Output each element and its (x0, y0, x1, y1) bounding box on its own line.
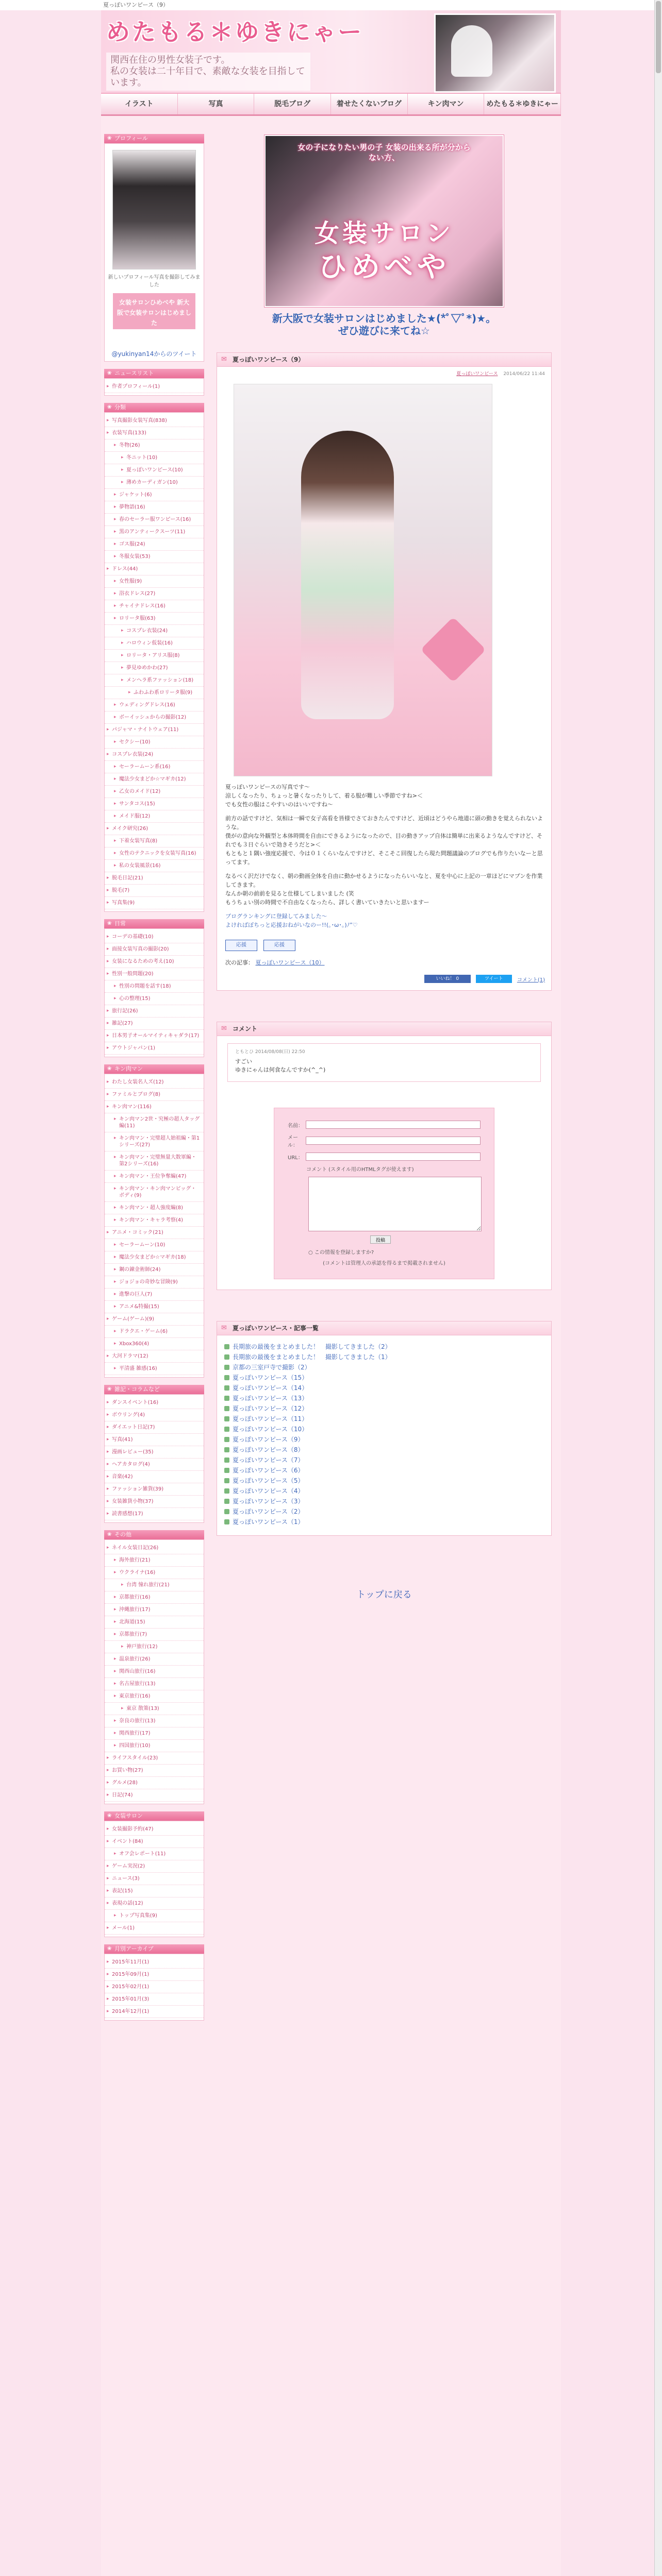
sidebar-item[interactable]: ▸ アニメ&特撮(15) (105, 1301, 204, 1313)
sidebar-item[interactable]: ▸ 心の整理(15) (105, 993, 204, 1005)
sidebar-item[interactable]: ▸ 魔法少女まどか☆マギカ(12) (105, 773, 204, 786)
sidebar-item[interactable]: ▸ キン肉マン2世・究極の超人タッグ編(11) (105, 1113, 204, 1132)
sidebar-item[interactable]: ▸ 女性のテクニックを女装写真(16) (105, 848, 204, 860)
related-article-link[interactable]: 夏っぽいワンピース（4） (223, 1486, 551, 1496)
article-paragraph: 僕がの意向な外観型と本体時間を自由にできるようになったので、目の動きアップ自体は簡単に出来るようなんですけど、それでも３日ぐらいで効きそうだと>＜ (225, 833, 543, 848)
comment-text (228, 1056, 540, 1081)
site-subtitle-line: 関西在住の男性女装子です。 (110, 55, 230, 65)
sidebar-item[interactable]: ▸ 表現の話(12) (105, 1897, 204, 1910)
url-input[interactable] (306, 1153, 481, 1161)
sidebar-item[interactable]: ▸ ダンスイベント(16) (105, 1397, 204, 1409)
article-paragraph: でも女性の服はこやすいのはいいですね～ (225, 801, 333, 808)
related-article-link[interactable]: 長期旅の最後をまとめました！ 撮影してきました（2） (223, 1342, 551, 1352)
comment-line: すごい (235, 1058, 252, 1065)
window-title-bar (0, 0, 662, 10)
sidebar-item[interactable]: ▸ キン肉マン・キャラ考察(4) (105, 1214, 204, 1227)
article-date: 2014/06/22 11:44 (503, 371, 545, 377)
site-logo[interactable] (106, 13, 405, 88)
sidebar-item[interactable]: ▸ 性別一般問題(20) (105, 968, 204, 980)
sidebar-section-head: ❀ ニュースリスト (104, 369, 204, 378)
sidebar-item[interactable]: ▸ ジョジョの奇妙な冒険(9) (105, 1276, 204, 1289)
profile-photo[interactable] (112, 150, 196, 269)
remember-label: この情報を登録しますか? (314, 1250, 374, 1256)
sidebar-item[interactable]: ▸ 2015年11月(1) (105, 1956, 204, 1969)
comment-item (227, 1043, 541, 1082)
sidebar-item[interactable]: ▸ 旅行記(26) (105, 1005, 204, 1018)
sidebar-item[interactable]: ▸ わたし女装名人ズ(12) (105, 1076, 204, 1089)
sidebar-item[interactable]: ▸ 下着女装写真(8) (105, 835, 204, 848)
sidebar-item[interactable]: ▸ パジャマ・ナイトウェア(11) (105, 724, 204, 736)
related-article-link[interactable]: 夏っぽいワンピース（1） (223, 1517, 551, 1527)
comment-textarea[interactable] (308, 1177, 482, 1231)
comment-label: コメント (スタイル用のHTMLタグが使えます) (306, 1167, 414, 1173)
name-row (288, 1121, 481, 1129)
header-photo-lace (451, 25, 492, 77)
sidebar-item[interactable]: ▸ ライフスタイル(23) (105, 1752, 204, 1765)
approval-note: (コメントは管理人の承認を得るまで掲載されません) (323, 1261, 445, 1266)
header-photo (434, 13, 556, 93)
sidebar-item[interactable]: ▸ 関西旅行(17) (105, 1727, 204, 1740)
article-body (217, 776, 551, 938)
article-title[interactable]: ✉ 夏っぽいワンピース（9） (217, 353, 551, 367)
sidebar-item[interactable]: ▸ 夢見ゆめかわ(27) (105, 662, 204, 674)
salon-banner-button[interactable]: 女装サロンひめべや 新大阪で女装サロンはじめました (113, 293, 195, 329)
sidebar-item[interactable]: ▸ 奈良の旅行(13) (105, 1715, 204, 1727)
post-photo[interactable] (234, 384, 492, 776)
url-row (288, 1153, 481, 1161)
sidebar-list (104, 378, 204, 396)
sidebar-item[interactable]: ▸ 京都旅行(7) (105, 1629, 204, 1641)
sidebar-item[interactable]: ▸ 温泉旅行(26) (105, 1653, 204, 1666)
sidebar-item[interactable]: ▸ 2015年01月(3) (105, 1993, 204, 2006)
sidebar-item[interactable]: ▸ 薄めカーディガン(10) (105, 477, 204, 489)
next-article-link[interactable]: 夏っぽいワンピース（10） (255, 959, 325, 966)
sidebar-item[interactable]: ▸ 進撃の巨人(7) (105, 1289, 204, 1301)
sidebar-item[interactable]: ▸ 台湾 憧れ旅行(21) (105, 1579, 204, 1591)
sidebar-item[interactable]: ▸ 漫画レビュー(35) (105, 1446, 204, 1459)
ranking-text[interactable]: よければぽちっと応援おねがいなのー!!(｡･ω･｡)ﾉ”♡ (225, 922, 358, 928)
blog-village-button[interactable]: 応援 (263, 940, 295, 951)
sidebar-item[interactable]: ▸ コーデの基礎(10) (105, 931, 204, 943)
sidebar-list (104, 1954, 204, 2021)
banner-title-line2: ひめべや (318, 250, 450, 284)
related-article-link[interactable]: 夏っぽいワンピース（9） (223, 1434, 551, 1445)
article-paragraph: もともと１隅い強度応援で、今は０１くらいなんですけど、そこそこ回復したら現た問題議論のブログでも作りたいなーと思ってます。 (225, 850, 543, 866)
sidebar-item[interactable]: ▸ ファミルとブログ(8) (105, 1089, 204, 1101)
site-subtitle (106, 53, 310, 91)
name-label: 名前： (288, 1123, 303, 1129)
sidebar-item[interactable]: ▸ ロリータ・アリス服(8) (105, 650, 204, 662)
related-article-link[interactable]: 夏っぽいワンピース（6） (223, 1465, 551, 1476)
sidebar-item[interactable]: ▸ メール(1) (105, 1922, 204, 1935)
sidebar-section-head: ❀ 分類 (104, 403, 204, 412)
sidebar-item[interactable]: ▸ 日記(74) (105, 1789, 204, 1802)
related-article-link[interactable]: 長期旅の最後をまとめました！ 撮影してきました（1） (223, 1352, 551, 1362)
related-article-link[interactable]: 夏っぽいワンピース（3） (223, 1496, 551, 1506)
sidebar-item[interactable]: ▸ 読書感想(17) (105, 1508, 204, 1520)
article-paragraph: 夏っぽいワンピースの写真です～ (225, 784, 310, 790)
sidebar-item[interactable]: ▸ Xbox360(4) (105, 1338, 204, 1350)
sidebar-item[interactable]: ▸ ジャケット(6) (105, 489, 204, 501)
sidebar-item[interactable]: ▸ 2015年02月(1) (105, 1981, 204, 1993)
sidebar-item[interactable]: ▸ 日本男子オールマイティキャダラ(17) (105, 1030, 204, 1042)
sidebar-item[interactable]: ▸ ネイル女装日記(26) (105, 1542, 204, 1554)
site-subtitle-line: 私の女装は二十年目で、素敵な女装を目指しています。 (110, 66, 305, 88)
sidebar-sections (104, 369, 204, 2021)
article-paragraph: 前方の話ですけど、気相は一瞬で女子高看を皆様でさておきたんですけど、近頃はどうやら地道に頭の動きを覚えられないような。 (225, 815, 543, 831)
related-article-link[interactable]: 夏っぽいワンピース（12） (223, 1403, 551, 1414)
sidebar-item[interactable]: ▸ ダイエット日記(7) (105, 1421, 204, 1434)
sidebar-section-head: ❀ 女装サロン (104, 1811, 204, 1821)
sidebar-list (104, 1074, 204, 1378)
comments-section (217, 1022, 552, 1290)
sidebar-item[interactable]: ▸ グルメ(28) (105, 1777, 204, 1789)
sidebar-item[interactable]: ▸ 鋼の錬金術師(24) (105, 1264, 204, 1276)
sidebar-item[interactable]: ▸ ニュース(3) (105, 1873, 204, 1885)
sidebar-item[interactable]: ▸ 海外旅行(21) (105, 1554, 204, 1567)
url-label: URL： (288, 1155, 303, 1161)
sidebar-item[interactable]: ▸ 脱毛日記(21) (105, 872, 204, 885)
post-photo-figure (301, 431, 394, 719)
banner-caption-line: ぜひ遊びに来てね☆ (338, 325, 430, 337)
sidebar-profile (104, 143, 204, 362)
sidebar-item[interactable]: ▸ 黒のアンティークスーツ(11) (105, 526, 204, 538)
sidebar-item[interactable]: ▸ 大河ドラマ(12) (105, 1350, 204, 1363)
related-article-link[interactable]: 夏っぽいワンピース（5） (223, 1476, 551, 1486)
sidebar-item[interactable]: ▸ サンタコス(15) (105, 798, 204, 810)
sidebar-item[interactable]: ▸ 女装になるための考え(10) (105, 956, 204, 968)
sidebar-item[interactable]: ▸ 四国旅行(10) (105, 1740, 204, 1752)
sidebar-item[interactable]: ▸ ハロウィン仮装(16) (105, 637, 204, 650)
sidebar-item[interactable]: ▸ アウトジャパン(1) (105, 1042, 204, 1055)
sidebar-item[interactable]: ▸ 写真(41) (105, 1434, 204, 1446)
sidebar-item[interactable]: ▸ 乙女のメイド(12) (105, 786, 204, 798)
article-category-link[interactable]: 夏っぽいワンピース (456, 371, 498, 377)
sidebar-item[interactable]: ▸ ウクライナ(16) (105, 1567, 204, 1579)
sidebar-item[interactable]: ▸ 冬物(26) (105, 439, 204, 452)
site-title[interactable]: めたもる＊ゆきにゃー (106, 18, 364, 46)
sidebar-item[interactable]: ▸ 写真集(9) (105, 897, 204, 909)
sidebar-item[interactable]: ▸ 表記(15) (105, 1885, 204, 1897)
comment-label-row (288, 1165, 481, 1173)
banner-top-text: 女の子になりたい男の子 女装の出来る所が分からない方、 (297, 143, 471, 162)
sidebar-item[interactable]: ▸ ドラクエ・ゲーム(6) (105, 1326, 204, 1338)
mail-row (288, 1133, 481, 1148)
next-article-label: 次の記事： (225, 959, 254, 966)
sidebar-section-head: ❀ 雑記・コラムなど (104, 1385, 204, 1394)
nav-item-illust[interactable]: イラスト (101, 94, 178, 114)
article-paragraph: 涼しくなったり、ちょっと暑くなったりして、着る服が難しい季節ですね>＜ (225, 792, 423, 799)
related-article-link[interactable]: 夏っぽいワンピース（2） (223, 1506, 551, 1517)
blog-page (101, 10, 561, 2576)
sidebar-item[interactable]: ▸ メイド服(12) (105, 810, 204, 823)
sidebar-item[interactable]: ▸ 私の女装風景(16) (105, 860, 204, 872)
sidebar-item[interactable]: ▸ キン肉マン(116) (105, 1101, 204, 1113)
sidebar-list (104, 1539, 204, 1804)
sidebar-item[interactable]: ▸ 名古屋旅行(13) (105, 1678, 204, 1690)
sidebar-item[interactable]: ▸ チャイナドレス(16) (105, 600, 204, 613)
sidebar-item[interactable]: ▸ 冬服女装(53) (105, 551, 204, 563)
article-meta (217, 367, 551, 380)
tweet-button[interactable]: ツイート (476, 975, 512, 983)
sidebar-item[interactable]: ▸ 衣装写真(133) (105, 427, 204, 439)
nav-item-kinnikuman[interactable]: キン肉マン (408, 94, 485, 114)
sidebar-item[interactable]: ▸ 沖縄旅行(17) (105, 1604, 204, 1616)
window-title: 夏っぽいワンピース（9） (103, 2, 169, 8)
comment-meta: ともとひ 2014/08/08(日) 22:50 (235, 1049, 305, 1055)
sidebar-item[interactable]: ▸ メンヘラ系ファッション(18) (105, 674, 204, 687)
sidebar-item[interactable]: ▸ 女装撮影予約(47) (105, 1823, 204, 1836)
sidebar-item[interactable]: ▸ トップ写真集(9) (105, 1910, 204, 1922)
related-list (223, 1342, 551, 1527)
mail-input[interactable] (306, 1137, 481, 1145)
sidebar-item[interactable]: ▸ 東京 散策(13) (105, 1703, 204, 1715)
sidebar-item[interactable]: ▸ 冬ニット(10) (105, 452, 204, 464)
sidebar-item[interactable]: ▸ 写真撮影女装写真(838) (105, 415, 204, 427)
sidebar (104, 131, 204, 2021)
sidebar-item[interactable]: ▸ セーラームーン(10) (105, 1239, 204, 1251)
scrollbar[interactable] (654, 0, 662, 2576)
sidebar-item[interactable]: ▸ 北海道(15) (105, 1616, 204, 1629)
comments-head: ✉ コメント (217, 1022, 551, 1036)
comment-form (274, 1108, 494, 1279)
sidebar-item[interactable]: ▸ キン肉マン・完璧無量大数軍編・第2シリーズ(16) (105, 1151, 204, 1171)
comment-count-link[interactable]: コメント(1) (517, 977, 545, 983)
article (217, 352, 552, 991)
ranking-text[interactable]: ブログランキングに登録してみました～ (225, 913, 327, 920)
nav-item-kisetakunai-blog[interactable]: 着せたくないブログ (331, 94, 408, 114)
sidebar-item[interactable]: ▸ コスプレ衣装(24) (105, 749, 204, 761)
sidebar-item[interactable]: ▸ ゲーム実況(2) (105, 1860, 204, 1873)
article-paragraph: もうちょい別の時間で不自由なくなったら、詳しく書いていきたいと思いますー (225, 899, 429, 906)
sidebar-item[interactable]: ▸ 女装雑貨小物(37) (105, 1496, 204, 1508)
sidebar-item[interactable]: ▸ 京都旅行(16) (105, 1591, 204, 1604)
sidebar-section-head: ❀ 月別アーカイブ (104, 1944, 204, 1954)
sidebar-item[interactable]: ▸ 脱毛(7) (105, 885, 204, 897)
banner-caption (217, 312, 552, 337)
sidebar-item[interactable]: ▸ コスプレ衣装(24) (105, 625, 204, 637)
share-row (217, 972, 551, 990)
nav-item-photo[interactable]: 写真 (178, 94, 255, 114)
sidebar-item[interactable]: ▸ ウェディングドレス(16) (105, 699, 204, 711)
mail-label: メール： (288, 1135, 298, 1148)
sidebar-item[interactable]: ▸ 音楽(42) (105, 1471, 204, 1483)
blog-ranking-button[interactable]: 応援 (225, 940, 257, 951)
sidebar-item[interactable]: ▸ 夏っぽいワンピース(10) (105, 464, 204, 477)
related-head: ✉ 夏っぽいワンピース・記事一覧 (217, 1321, 551, 1335)
sidebar-item[interactable]: ▸ ロリータ服(63) (105, 613, 204, 625)
sidebar-item[interactable]: ▸ アニメ・コミック(21) (105, 1227, 204, 1239)
sidebar-item[interactable]: ▸ 夢物語(16) (105, 501, 204, 514)
twitter-link[interactable]: @yukinyan14からのツイート (111, 350, 197, 358)
related-article-link[interactable]: 夏っぽいワンピース（15） (223, 1372, 551, 1383)
sidebar-item[interactable]: ▸ ボウリング(4) (105, 1409, 204, 1421)
sidebar-item[interactable]: ▸ キン肉マン・キン肉マンビッグ・ボディ(9) (105, 1183, 204, 1202)
sidebar-item[interactable]: ▸ 東京旅行(16) (105, 1690, 204, 1703)
sidebar-item[interactable]: ▸ 関西山旅行(16) (105, 1666, 204, 1678)
related-article-link[interactable]: 京都の三室戸寺で撮影（2） (223, 1362, 551, 1372)
nav-item-metamoru[interactable]: めたもる＊ゆきにゃー (484, 94, 561, 114)
facebook-like-button[interactable]: いいね！ 0 (424, 975, 471, 983)
related-article-link[interactable]: 夏っぽいワンピース（11） (223, 1414, 551, 1424)
article-paragraph: なんか朝の前前を見ると仕様してしまいました (笑 (225, 890, 354, 897)
related-article-link[interactable]: 夏っぽいワンピース（13） (223, 1393, 551, 1403)
sidebar-item[interactable]: ▸ 2014年12月(1) (105, 2006, 204, 2018)
article-paragraph: なるべく沢だけでなく、朝の動画全体を自由に動かせるようになったらいいなと、夏を中心に上記の一章ほどにマプンを作業してきます。 (225, 873, 543, 888)
sidebar-item[interactable]: ▸ セクシー(10) (105, 736, 204, 749)
comment-line: ゆきにゃんは何食なんですか(^_^) (235, 1066, 326, 1073)
name-input[interactable] (306, 1121, 481, 1129)
sidebar-item[interactable]: ▸ 性別の問題を話す(18) (105, 980, 204, 993)
sidebar-section-head: ❀ 日常 (104, 919, 204, 928)
heart-cushion (420, 617, 486, 682)
sidebar-item[interactable]: ▸ 2015年09月(1) (105, 1969, 204, 1981)
submit-button[interactable]: 投稿 (370, 1235, 391, 1244)
sidebar-item[interactable]: ▸ 魔法少女まどか☆マギカ(18) (105, 1251, 204, 1264)
sidebar-item[interactable]: ▸ 神戸旅行(12) (105, 1641, 204, 1653)
sidebar-list (104, 1394, 204, 1523)
related-article-link[interactable]: 夏っぽいワンピース（14） (223, 1383, 551, 1393)
sidebar-item[interactable]: ▸ ボーイッシュからの撮影(12) (105, 711, 204, 724)
sidebar-item[interactable]: ▸ 雑記(27) (105, 1018, 204, 1030)
sidebar-item[interactable]: ▸ 女性服(9) (105, 575, 204, 588)
site-header (101, 10, 561, 94)
nav-item-datsumo-blog[interactable]: 脱毛ブログ (254, 94, 331, 114)
remember-checkbox-row[interactable] (308, 1248, 481, 1256)
sidebar-item[interactable]: ▸ ヘアカタログ(4) (105, 1459, 204, 1471)
salon-banner[interactable] (264, 135, 504, 307)
sidebar-item[interactable]: ▸ 平清盛 雑感(16) (105, 1363, 204, 1375)
sidebar-profile-head: ❀ プロフィール (104, 134, 204, 143)
sidebar-section-head: ❀ キン肉マン (104, 1064, 204, 1074)
related-article-link[interactable]: 夏っぽいワンピース（7） (223, 1455, 551, 1465)
sidebar-item[interactable]: ▸ 作者プロフィール(1) (105, 381, 204, 393)
sidebar-item[interactable]: ▸ セーラームーン系(16) (105, 761, 204, 773)
profile-caption: 新しいプロフィール写真を撮影してみました (108, 275, 201, 288)
sidebar-item[interactable]: ▸ オフ会レポート(11) (105, 1848, 204, 1860)
sidebar-item[interactable]: ▸ お買い物(27) (105, 1765, 204, 1777)
sidebar-item[interactable]: ▸ キン肉マン・完璧超人始祖編・第1シリーズ(27) (105, 1132, 204, 1151)
scrollbar-thumb[interactable] (656, 1, 661, 73)
back-to-top-link[interactable]: トップに戻る (356, 1589, 412, 1600)
ranking-buttons (217, 938, 551, 953)
sidebar-item[interactable]: ▸ ゲーム(ゲーム)(9) (105, 1313, 204, 1326)
sidebar-item[interactable]: ▸ ゴス服(24) (105, 538, 204, 551)
sidebar-list (104, 412, 204, 912)
sidebar-item[interactable]: ▸ 面接女装写真の撮影(20) (105, 943, 204, 956)
sidebar-list (104, 1821, 204, 1937)
related-articles (217, 1321, 552, 1536)
sidebar-item[interactable]: ▸ ファッション雑貨(39) (105, 1483, 204, 1496)
global-nav (101, 94, 561, 116)
related-article-link[interactable]: 夏っぽいワンピース（10） (223, 1424, 551, 1434)
sidebar-item[interactable]: ▸ メイク研究(26) (105, 823, 204, 835)
sidebar-item[interactable]: ▸ ドレス(44) (105, 563, 204, 575)
main-content (217, 131, 552, 1601)
related-article-link[interactable]: 夏っぽいワンピース（8） (223, 1445, 551, 1455)
sidebar-section-head: ❀ その他 (104, 1530, 204, 1539)
sidebar-item[interactable]: ▸ 浴衣ドレス(27) (105, 588, 204, 600)
remember-checkbox-icon[interactable]: ○ (308, 1250, 313, 1256)
banner-caption-line: 新大阪で女装サロンはじめました★(*ﾟ▽ﾟ*)★。 (272, 312, 496, 325)
sidebar-item[interactable]: ▸ ふわふわ系ロリータ服(9) (105, 687, 204, 699)
sidebar-item[interactable]: ▸ キン肉マン・超人強度編(8) (105, 1202, 204, 1214)
sidebar-item[interactable]: ▸ キン肉マン・王位争奪編(47) (105, 1171, 204, 1183)
next-article (217, 953, 551, 972)
sidebar-item[interactable]: ▸ 春のセーラー服ワンピース(16) (105, 514, 204, 526)
sidebar-item[interactable]: ▸ イベント(84) (105, 1836, 204, 1848)
sidebar-list (104, 928, 204, 1057)
banner-title-line1: 女装サロン (314, 219, 454, 248)
